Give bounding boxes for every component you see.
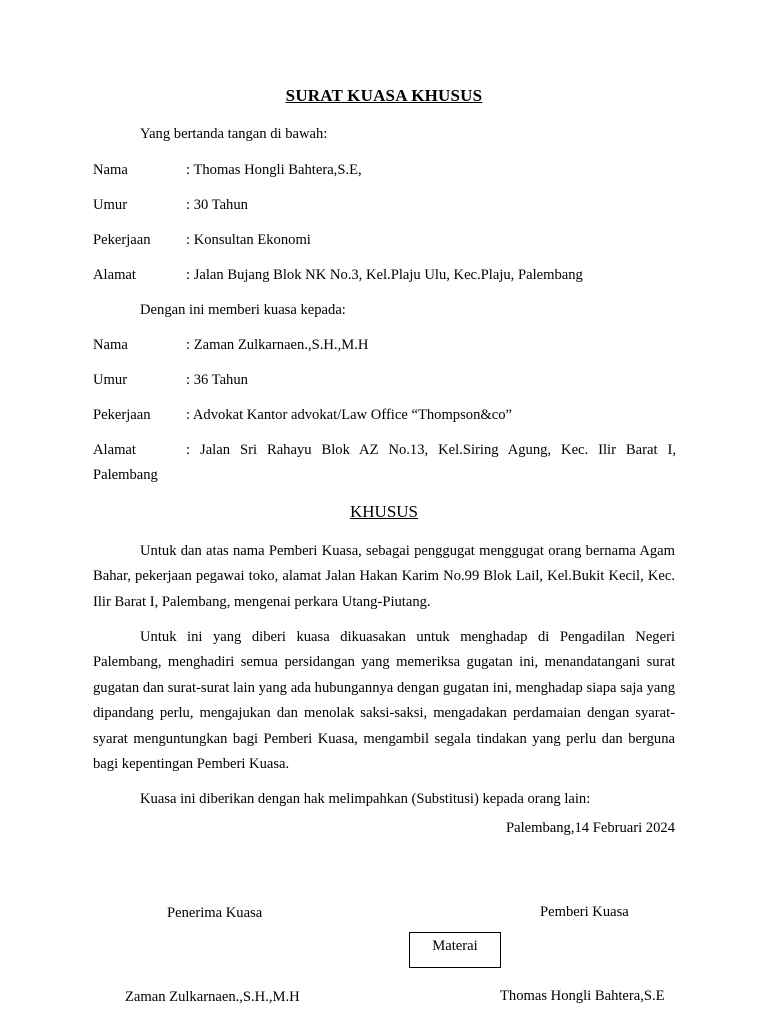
grant-line: Dengan ini memberi kuasa kepada: [140, 302, 346, 318]
grantee-nama-label: Nama [93, 337, 128, 353]
grantor-umur-value: : 30 Tahun [186, 197, 248, 213]
paragraph-substitution: Kuasa ini diberikan dengan hak melimpahkan (Substitusi) kepada orang lain: [140, 791, 591, 807]
grantee-nama-value: : Zaman Zulkarnaen.,S.H.,M.H [186, 337, 369, 353]
grantee-umur-label: Umur [93, 372, 128, 388]
grantor-umur-label: Umur [93, 197, 128, 213]
grantee-pekerjaan-value: : Advokat Kantor advokat/Law Office “Thompson&co” [186, 407, 512, 423]
paragraph-subject: Untuk dan atas nama Pemberi Kuasa, sebagai penggugat menggugat orang bernama Agam Bahar, pekerjaan pegawai toko, alamat Jalan Hakan Karim No.99 Blok Lail, Kel.Bukit Kecil, Kec. Ilir Barat I, Palembang, mengenai perkara Utang-Piutang. [93, 543, 675, 610]
grantee-alamat-continuation: Palembang [93, 467, 158, 483]
grantee-alamat-label: Alamat [93, 442, 136, 458]
document-title: SURAT KUASA KHUSUS [285, 86, 483, 105]
section-title: KHUSUS [349, 502, 419, 521]
grantor-alamat-value: : Jalan Bujang Blok NK No.3, Kel.Plaju Ulu, Kec.Plaju, Palembang [186, 267, 583, 283]
grantee-pekerjaan-label: Pekerjaan [93, 407, 151, 423]
grantor-pekerjaan-value: : Konsultan Ekonomi [186, 232, 311, 248]
materai-box: Materai [409, 932, 501, 968]
receiver-name: Zaman Zulkarnaen.,S.H.,M.H [125, 989, 300, 1005]
intro-line: Yang bertanda tangan di bawah: [140, 126, 328, 142]
grantor-nama-label: Nama [93, 162, 128, 178]
place-date: Palembang,14 Februari 2024 [505, 820, 675, 836]
giver-name: Thomas Hongli Bahtera,S.E [500, 988, 665, 1004]
giver-label: Pemberi Kuasa [540, 904, 629, 920]
grantor-nama-value: : Thomas Hongli Bahtera,S.E, [186, 162, 362, 178]
paragraph-powers: Untuk ini yang diberi kuasa dikuasakan untuk menghadap di Pengadilan Negeri Palembang, menghadiri semua persidangan yang memeriksa gugatan ini, menandatangani surat gugatan dan surat-surat lain yang ada hubungannya dengan gugatan ini, menghadap siapa saja yang dipandang perlu, mengajukan dan menolak saksi-saksi, mengadakan perdamaian dengan syarat-syarat menguntungkan bagi Pemberi Kuasa, mengambil segala tindakan yang perlu dan berguna bagi kepentingan Pemberi Kuasa. [93, 629, 675, 773]
receiver-label: Penerima Kuasa [167, 905, 263, 921]
grantor-alamat-label: Alamat [93, 267, 136, 283]
grantee-umur-value: : 36 Tahun [186, 372, 248, 388]
grantee-alamat-value: : Jalan Sri Rahayu Blok AZ No.13, Kel.Siring Agung, Kec. Ilir Barat I, [186, 442, 676, 458]
grantor-pekerjaan-label: Pekerjaan [93, 232, 151, 248]
